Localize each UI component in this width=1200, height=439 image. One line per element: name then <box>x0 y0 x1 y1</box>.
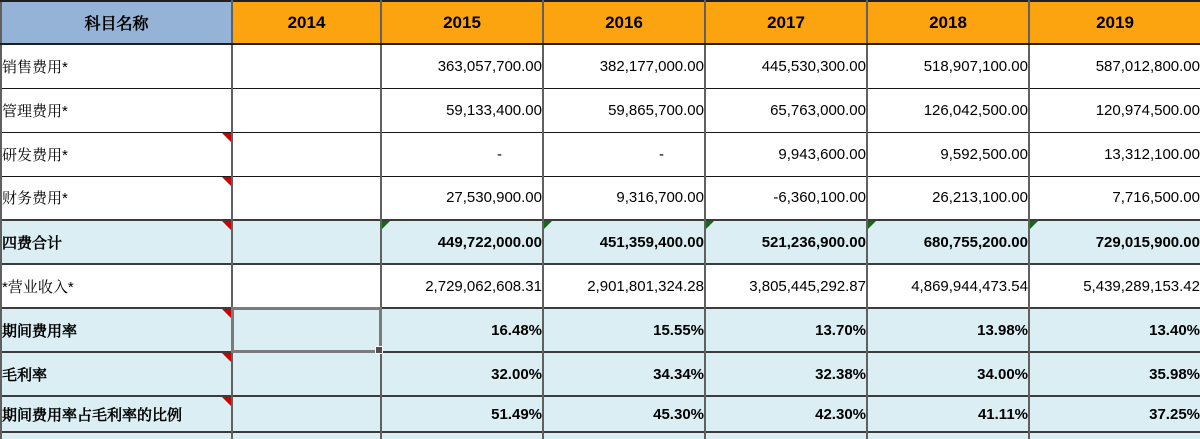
partial-row-cell[interactable] <box>867 432 1029 439</box>
cell-period-expense-ratio-2014[interactable] <box>232 308 381 352</box>
cell-finance-expense-2017[interactable]: -6,360,100.00 <box>705 176 867 220</box>
cell-finance-expense-2016[interactable]: 9,316,700.00 <box>543 176 705 220</box>
cell-rd-expense-2017[interactable]: 9,943,600.00 <box>705 132 867 176</box>
trace-indicator-icon <box>382 221 390 229</box>
table-row-period-ratio-share-of-gross-margin <box>1 396 1200 432</box>
table-row-finance-expense <box>1 176 1200 220</box>
row-label-four-expense-total[interactable]: 四费合计 <box>1 220 232 264</box>
partial-row-cell[interactable] <box>1 432 232 439</box>
partial-row-cell[interactable] <box>543 432 705 439</box>
cell-period-ratio-share-of-gross-margin-2019[interactable]: 37.25% <box>1029 396 1200 432</box>
cell-admin-expense-2018[interactable]: 126,042,500.00 <box>867 88 1029 132</box>
cell-four-expense-total-2019[interactable]: 729,015,900.00 <box>1029 220 1200 264</box>
header-year-2017[interactable]: 2017 <box>705 1 867 44</box>
header-year-2019[interactable]: 2019 <box>1029 1 1200 44</box>
trace-indicator-icon <box>706 221 714 229</box>
cell-admin-expense-2016[interactable]: 59,865,700.00 <box>543 88 705 132</box>
cell-period-expense-ratio-2016[interactable]: 15.55% <box>543 308 705 352</box>
partial-row-cell[interactable] <box>381 432 543 439</box>
row-label-operating-revenue[interactable]: *营业收入* <box>1 264 232 308</box>
cell-operating-revenue-2018[interactable]: 4,869,944,473.54 <box>867 264 1029 308</box>
row-label-period-ratio-share-of-gross-margin[interactable]: 期间费用率占毛利率的比例 <box>1 396 232 432</box>
cell-operating-revenue-2017[interactable]: 3,805,445,292.87 <box>705 264 867 308</box>
cell-four-expense-total-2018[interactable]: 680,755,200.00 <box>867 220 1029 264</box>
cell-gross-margin-2019[interactable]: 35.98% <box>1029 352 1200 396</box>
trace-indicator-icon <box>868 221 876 229</box>
table-row-admin-expense <box>1 88 1200 132</box>
header-year-2016[interactable]: 2016 <box>543 1 705 44</box>
cell-period-expense-ratio-2017[interactable]: 13.70% <box>705 308 867 352</box>
cell-rd-expense-2019[interactable]: 13,312,100.00 <box>1029 132 1200 176</box>
table-row-operating-revenue <box>1 264 1200 308</box>
cell-period-ratio-share-of-gross-margin-2018[interactable]: 41.11% <box>867 396 1029 432</box>
row-label-sales-expense[interactable]: 销售费用* <box>1 44 232 88</box>
row-label-finance-expense[interactable]: 财务费用* <box>1 176 232 220</box>
table-row-rd-expense <box>1 132 1200 176</box>
cell-gross-margin-2018[interactable]: 34.00% <box>867 352 1029 396</box>
cell-rd-expense-2016[interactable]: - <box>543 132 705 176</box>
table-row-period-expense-ratio <box>1 308 1200 352</box>
comment-indicator-icon <box>222 177 231 186</box>
cell-rd-expense-2018[interactable]: 9,592,500.00 <box>867 132 1029 176</box>
cell-four-expense-total-2017[interactable]: 521,236,900.00 <box>705 220 867 264</box>
cell-period-ratio-share-of-gross-margin-2014[interactable] <box>232 396 381 432</box>
partial-row-cell[interactable] <box>1029 432 1200 439</box>
row-label-rd-expense[interactable]: 研发费用* <box>1 132 232 176</box>
cell-period-ratio-share-of-gross-margin-2017[interactable]: 42.30% <box>705 396 867 432</box>
row-label-gross-margin[interactable]: 毛利率 <box>1 352 232 396</box>
cell-sales-expense-2015[interactable]: 363,057,700.00 <box>381 44 543 88</box>
comment-indicator-icon <box>222 397 231 406</box>
cell-four-expense-total-2014[interactable] <box>232 220 381 264</box>
table-body <box>1 44 1200 439</box>
cell-period-ratio-share-of-gross-margin-2016[interactable]: 45.30% <box>543 396 705 432</box>
cell-finance-expense-2015[interactable]: 27,530,900.00 <box>381 176 543 220</box>
cell-gross-margin-2014[interactable] <box>232 352 381 396</box>
cell-sales-expense-2017[interactable]: 445,530,300.00 <box>705 44 867 88</box>
cell-period-expense-ratio-2019[interactable]: 13.40% <box>1029 308 1200 352</box>
cell-operating-revenue-2019[interactable]: 5,439,289,153.42 <box>1029 264 1200 308</box>
table-row-sales-expense <box>1 44 1200 88</box>
cell-period-expense-ratio-2018[interactable]: 13.98% <box>867 308 1029 352</box>
row-label-admin-expense[interactable]: 管理费用* <box>1 88 232 132</box>
cell-period-expense-ratio-2015[interactable]: 16.48% <box>381 308 543 352</box>
cell-admin-expense-2019[interactable]: 120,974,500.00 <box>1029 88 1200 132</box>
cell-rd-expense-2014[interactable] <box>232 132 381 176</box>
partial-row-cell[interactable] <box>232 432 381 439</box>
header-subject-name[interactable]: 科目名称 <box>1 1 232 44</box>
cell-gross-margin-2016[interactable]: 34.34% <box>543 352 705 396</box>
cell-gross-margin-2017[interactable]: 32.38% <box>705 352 867 396</box>
comment-indicator-icon <box>222 309 231 318</box>
table-row-gross-margin <box>1 352 1200 396</box>
cell-operating-revenue-2016[interactable]: 2,901,801,324.28 <box>543 264 705 308</box>
cell-operating-revenue-2014[interactable] <box>232 264 381 308</box>
cell-rd-expense-2015[interactable]: - <box>381 132 543 176</box>
row-label-period-expense-ratio[interactable]: 期间费用率 <box>1 308 232 352</box>
cell-operating-revenue-2015[interactable]: 2,729,062,608.31 <box>381 264 543 308</box>
table-row-four-expense-total <box>1 220 1200 264</box>
cell-admin-expense-2017[interactable]: 65,763,000.00 <box>705 88 867 132</box>
header-year-2014[interactable]: 2014 <box>232 1 381 44</box>
cell-sales-expense-2019[interactable]: 587,012,800.00 <box>1029 44 1200 88</box>
cell-sales-expense-2018[interactable]: 518,907,100.00 <box>867 44 1029 88</box>
cell-four-expense-total-2016[interactable]: 451,359,400.00 <box>543 220 705 264</box>
cell-sales-expense-2014[interactable] <box>232 44 381 88</box>
trace-indicator-icon <box>1030 221 1038 229</box>
header-year-2015[interactable]: 2015 <box>381 1 543 44</box>
partial-row <box>1 432 1200 439</box>
cell-finance-expense-2018[interactable]: 26,213,100.00 <box>867 176 1029 220</box>
partial-row-cell[interactable] <box>705 432 867 439</box>
trace-indicator-icon <box>544 221 552 229</box>
comment-indicator-icon <box>222 221 231 230</box>
header-year-2018[interactable]: 2018 <box>867 1 1029 44</box>
cell-admin-expense-2014[interactable] <box>232 88 381 132</box>
cell-period-ratio-share-of-gross-margin-2015[interactable]: 51.49% <box>381 396 543 432</box>
comment-indicator-icon <box>222 133 231 142</box>
cell-gross-margin-2015[interactable]: 32.00% <box>381 352 543 396</box>
cell-finance-expense-2014[interactable] <box>232 176 381 220</box>
cell-four-expense-total-2015[interactable]: 449,722,000.00 <box>381 220 543 264</box>
header-row <box>1 1 1200 44</box>
active-cell-selection <box>231 307 382 353</box>
comment-indicator-icon <box>222 353 231 362</box>
cell-sales-expense-2016[interactable]: 382,177,000.00 <box>543 44 705 88</box>
cell-admin-expense-2015[interactable]: 59,133,400.00 <box>381 88 543 132</box>
cell-finance-expense-2019[interactable]: 7,716,500.00 <box>1029 176 1200 220</box>
